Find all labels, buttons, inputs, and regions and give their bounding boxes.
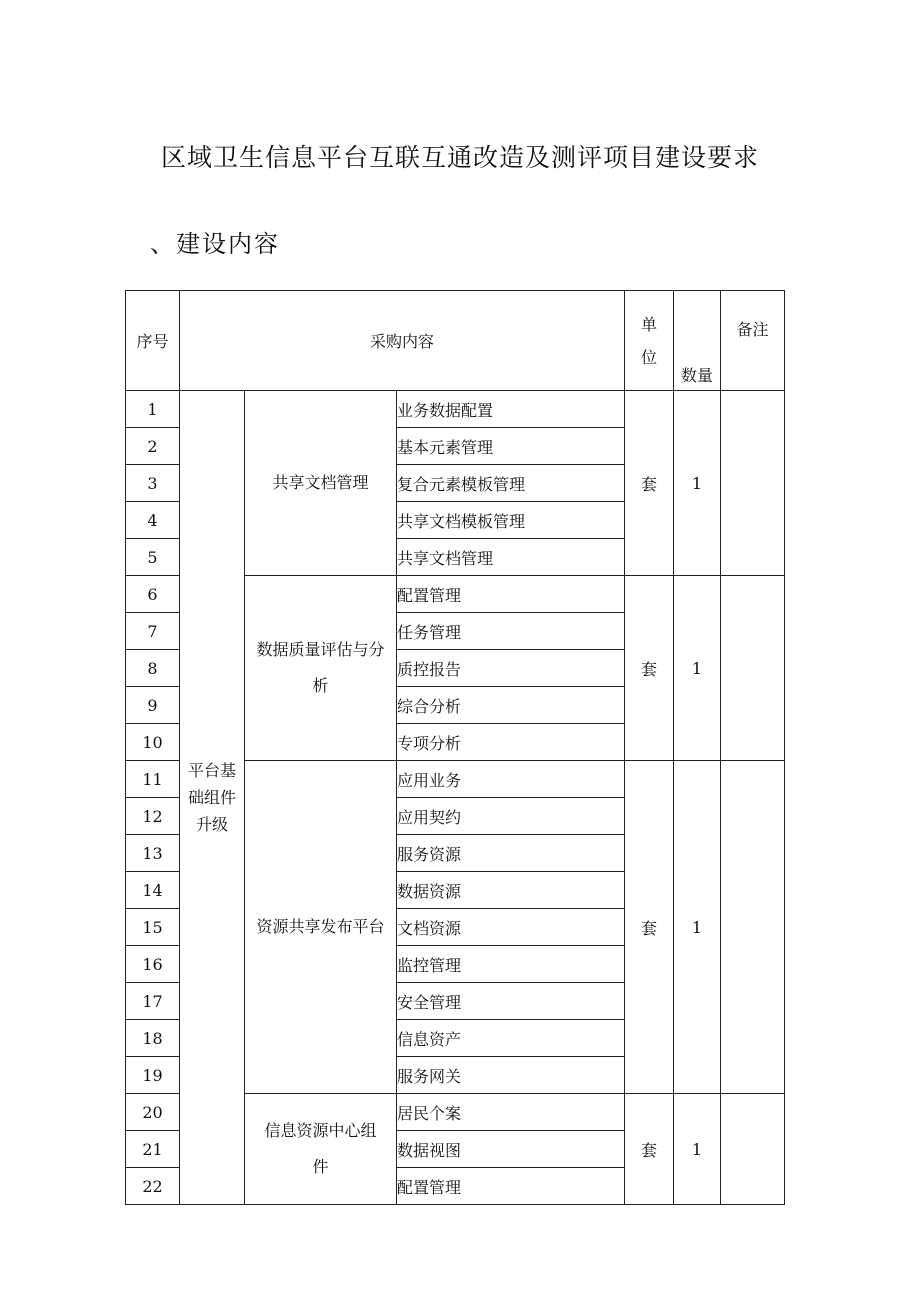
seq-cell: 16 [126,946,180,983]
header-note: 备注 [721,291,785,391]
item-cell: 信息资产 [397,1020,625,1057]
table-header-row [126,291,785,391]
category-name: 共享文档管理 [272,473,369,492]
seq-cell: 21 [126,1131,180,1168]
document-title: 区域卫生信息平台互联互通改造及测评项目建设要求 [160,143,759,172]
qty-cell: 1 [674,1094,721,1205]
item-cell: 配置管理 [397,576,625,613]
seq-cell: 17 [126,983,180,1020]
item-cell: 居民个案 [397,1094,625,1131]
procurement-table [125,290,785,1205]
unit-cell: 套 [625,576,674,761]
unit-cell: 套 [625,391,674,576]
seq-cell: 2 [126,428,180,465]
qty-cell: 1 [674,391,721,576]
category-name: 资源共享发布平台 [256,917,385,936]
seq-cell: 14 [126,872,180,909]
seq-cell: 9 [126,687,180,724]
note-cell [721,761,785,1094]
header-qty: 数量 [674,291,721,391]
group-line2: 础组件 [187,788,236,807]
category-name-line2: 析 [312,676,329,695]
seq-cell: 12 [126,798,180,835]
item-cell: 基本元素管理 [397,428,625,465]
group-line3: 升级 [195,815,228,834]
header-seq: 序号 [126,291,180,391]
seq-cell: 7 [126,613,180,650]
unit-cell: 套 [625,1094,674,1205]
item-cell: 共享文档管理 [397,539,625,576]
seq-cell: 4 [126,502,180,539]
item-cell: 综合分析 [397,687,625,724]
seq-cell: 15 [126,909,180,946]
item-cell: 服务资源 [397,835,625,872]
category-cell [245,576,397,761]
item-cell: 质控报告 [397,650,625,687]
header-content: 采购内容 [180,291,625,391]
seq-cell: 20 [126,1094,180,1131]
item-cell: 服务网关 [397,1057,625,1094]
group-cell [180,391,245,1205]
qty-cell: 1 [674,576,721,761]
category-cell [245,391,397,576]
seq-cell: 5 [126,539,180,576]
seq-cell: 11 [126,761,180,798]
category-cell [245,761,397,1094]
item-cell: 应用契约 [397,798,625,835]
seq-cell: 19 [126,1057,180,1094]
unit-cell: 套 [625,761,674,1094]
seq-cell: 18 [126,1020,180,1057]
group-line1: 平台基 [187,761,236,780]
category-cell [245,1094,397,1205]
category-name-line1: 数据质量评估与分 [256,640,385,659]
seq-cell: 13 [126,835,180,872]
item-cell: 业务数据配置 [397,391,625,428]
table-body [126,391,785,1205]
item-cell: 文档资源 [397,909,625,946]
qty-cell: 1 [674,761,721,1094]
section-heading: 、建设内容 [150,230,280,258]
item-cell: 应用业务 [397,761,625,798]
header-unit-line1: 单 [640,314,657,334]
item-cell: 数据资源 [397,872,625,909]
seq-cell: 3 [126,465,180,502]
item-cell: 任务管理 [397,613,625,650]
item-cell: 复合元素模板管理 [397,465,625,502]
seq-cell: 22 [126,1168,180,1205]
category-name-line2: 件 [312,1157,329,1176]
note-cell [721,391,785,576]
item-cell: 共享文档模板管理 [397,502,625,539]
table-row [126,391,785,428]
note-cell [721,1094,785,1205]
seq-cell: 6 [126,576,180,613]
header-unit-line2: 位 [640,347,657,367]
item-cell: 配置管理 [397,1168,625,1205]
item-cell: 安全管理 [397,983,625,1020]
seq-cell: 10 [126,724,180,761]
item-cell: 数据视图 [397,1131,625,1168]
note-cell [721,576,785,761]
item-cell: 监控管理 [397,946,625,983]
seq-cell: 8 [126,650,180,687]
category-name-line1: 信息资源中心组 [264,1121,377,1140]
header-unit [625,291,674,391]
item-cell: 专项分析 [397,724,625,761]
seq-cell: 1 [126,391,180,428]
